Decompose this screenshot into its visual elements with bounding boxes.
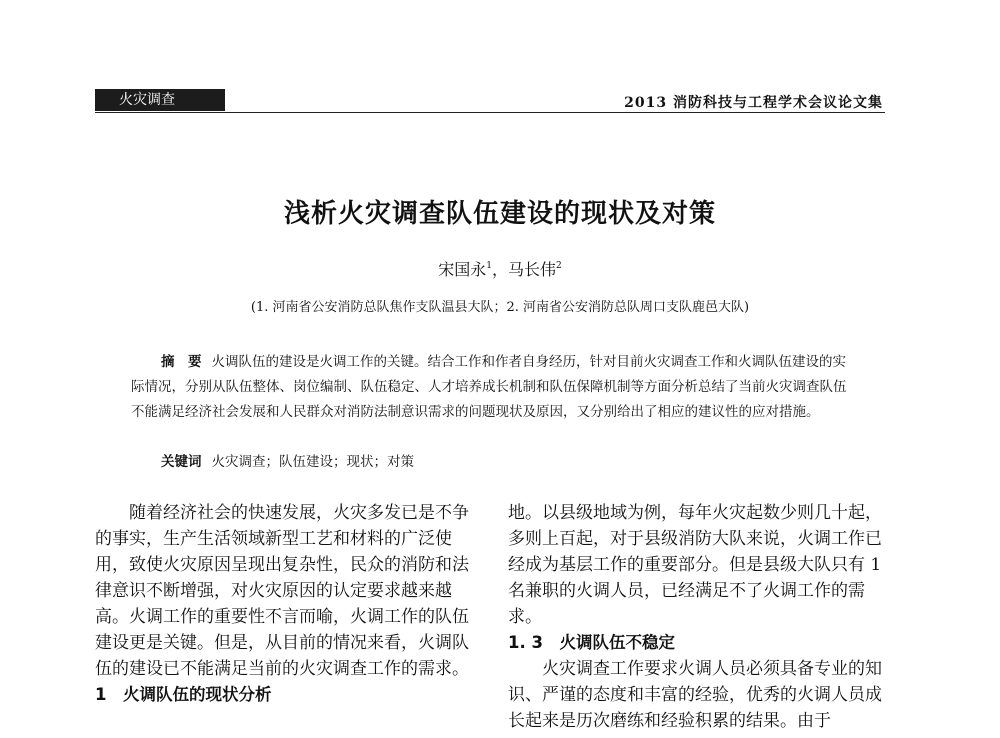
header-rule — [95, 112, 885, 113]
proceedings-title: 2013 消防科技与工程学术会议论文集 — [624, 95, 883, 111]
keywords-label: 关键词 — [161, 454, 202, 470]
affiliations: (1. 河南省公安消防总队焦作支队温县大队；2. 河南省公安消防总队周口支队鹿邑大队) — [250, 300, 750, 315]
author-mark: 2 — [556, 261, 562, 271]
body-paragraph: 随着经济社会的快速发展，火灾多发已是不争的事实，生产生活领域新型工艺和材料的广泛使用，致使火灾原因呈现出复杂性，民众的消防和法律意识不断增强，对火灾原因的认定要求越来越高。火调工作的重要性不言而喻，火调工作的队伍建设更是关键。但是，从目前的情况来看，火调队伍的建设已不能满足当前的火灾调查工作的需求。 — [95, 503, 469, 679]
author-name: 宋国永 — [438, 260, 487, 279]
body-paragraph: 地。以县级地域为例，每年火灾起数少则几十起，多则上百起，对于县级消防大队来说，火调工作已经成为基层工作的重要部分。但是县级大队只有 1 名兼职的火调人员，已经满足不了火调工作的需求。 — [508, 503, 882, 627]
abstract — [131, 350, 859, 425]
section-tag: 火灾调查 — [95, 89, 225, 111]
section-heading: 1. 3 火调队伍不稳定 — [508, 633, 675, 652]
paper-title: 浅析火灾调查队伍建设的现状及对策 — [283, 199, 716, 229]
abstract-text: 火调队伍的建设是火调工作的关键。结合工作和作者自身经历，针对目前火灾调查工作和火调队伍建设的实际情况，分别从队伍整体、岗位编制、队伍稳定、人才培养成长机制和队伍保障机制等方面分析总结了当前火灾调查队伍不能满足经济社会发展和人民群众对消防法制意识需求的问题现状及原因，又分别给出了相应的建议性的应对措施。 — [131, 354, 847, 420]
keywords-text: 火灾调查；队伍建设；现状；对策 — [211, 454, 414, 470]
body-paragraph: 火灾调查工作要求火调人员必须具备专业的知识、严谨的态度和丰富的经验，优秀的火调人员成长起来是历次磨练和经验积累的结果。由于 — [508, 659, 882, 731]
body-column-right — [508, 500, 893, 734]
author-mark: 1 — [486, 261, 492, 271]
abstract-label: 摘 要 — [161, 354, 202, 370]
keywords — [161, 450, 414, 470]
body-column-left — [95, 500, 480, 708]
author-name: 马长伟 — [508, 260, 557, 279]
author-separator: ， — [491, 260, 508, 279]
section-heading: 1 火调队伍的现状分析 — [95, 685, 272, 704]
author-line — [0, 257, 1000, 280]
